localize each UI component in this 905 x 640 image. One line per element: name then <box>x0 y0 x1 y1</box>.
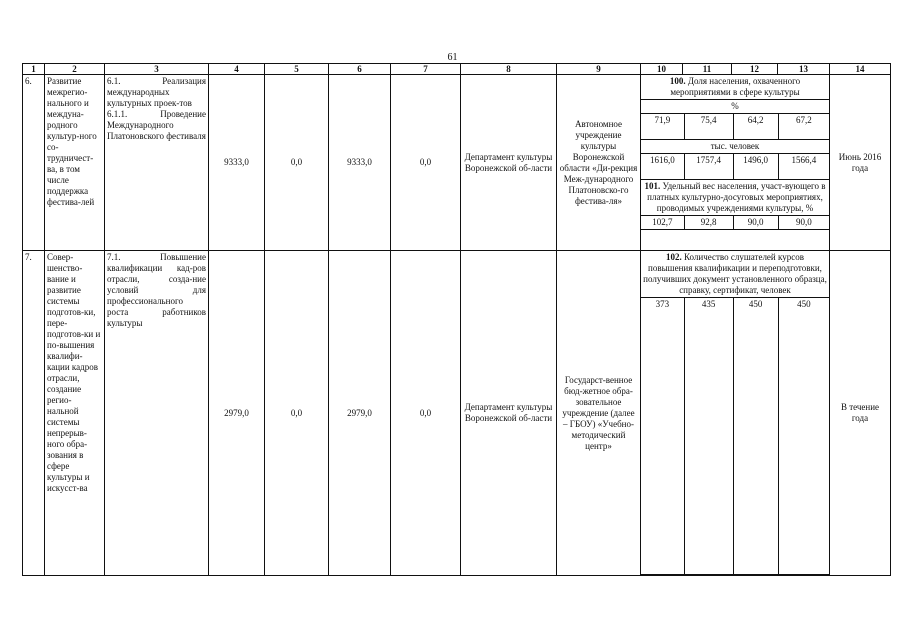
indicator-values-row <box>641 154 829 180</box>
value-cell: 9333,0 <box>329 75 391 251</box>
measure-cell <box>105 75 209 251</box>
header-row <box>23 64 891 75</box>
measure-line: 6.1. Реализация международных культурных проек-тов <box>107 76 206 108</box>
indicator-value: 1566,4 <box>778 154 829 180</box>
col-header: 6 <box>329 64 391 75</box>
term-cell: В течение года <box>830 251 891 576</box>
indicator-value: 64,2 <box>733 114 778 140</box>
col-header: 10 <box>641 64 683 75</box>
col-header: 8 <box>461 64 557 75</box>
indicator-value: 75,4 <box>684 114 733 140</box>
indicator-value: 90,0 <box>733 216 778 230</box>
indicator-title <box>641 251 829 298</box>
indicator-value: 102,7 <box>641 216 684 230</box>
indicators-table <box>641 75 829 230</box>
col-header: 12 <box>732 64 778 75</box>
col-header: 1 <box>23 64 45 75</box>
activities-table <box>22 63 891 576</box>
indicator-value: 373 <box>641 298 684 575</box>
row-number: 6. <box>23 75 45 251</box>
value-cell: 0,0 <box>391 251 461 576</box>
table-row <box>23 251 891 576</box>
value-cell: 2979,0 <box>329 251 391 576</box>
indicator-value: 450 <box>778 298 829 575</box>
value-cell: 0,0 <box>265 75 329 251</box>
indicator-value: 435 <box>684 298 733 575</box>
value-cell: 0,0 <box>391 75 461 251</box>
indicator-unit: % <box>641 100 829 114</box>
indicator-values-row <box>641 216 829 230</box>
col-header: 4 <box>209 64 265 75</box>
col-header: 3 <box>105 64 209 75</box>
indicator-value: 90,0 <box>778 216 829 230</box>
col-header: 9 <box>557 64 641 75</box>
executor-cell: Автономное учреждение культуры Воронежской области «Ди-рекция Меж-дународного Платоновско-го фестива-ля» <box>557 75 641 251</box>
col-header: 7 <box>391 64 461 75</box>
indicator-value: 1496,0 <box>733 154 778 180</box>
goal-cell: Совер-шенство-вание и развитие системы подготов-ки, пере-подготов-ки и по-вышения квалифи-кации кадров отрасли, создание регио-нальной системы непрерыв-ного обра-зования в сфере культуры и искусст-ва <box>45 251 105 576</box>
indicators-cell <box>641 251 830 576</box>
indicators-cell <box>641 75 830 251</box>
value-cell: 2979,0 <box>209 251 265 576</box>
department-cell: Департамент культуры Воронежской об-ласти <box>461 75 557 251</box>
indicator-value: 92,8 <box>684 216 733 230</box>
indicator-number: 100. <box>669 76 686 86</box>
col-header: 5 <box>265 64 329 75</box>
executor-cell: Государст-венное бюд-жетное обра-зовательное учреждение (далее – ГБОУ) «Учебно-методический центр» <box>557 251 641 576</box>
indicator-value: 1757,4 <box>684 154 733 180</box>
indicator-text: Доля населения, охваченного мероприятиями в сфере культуры <box>670 76 801 97</box>
indicator-value: 1616,0 <box>641 154 684 180</box>
indicator-values-row <box>641 114 829 140</box>
indicator-text: Количество слушателей курсов повышения квалификации и переподготовки, получивших документ установленного образца, справку, сертификат, человек <box>643 252 827 295</box>
indicator-text: Удельный вес населения, участ-вующего в платных культурно-досуговых мероприятиях, проводимых учреждениями культуры, % <box>647 181 826 213</box>
indicator-title <box>641 75 829 100</box>
col-header: 11 <box>683 64 732 75</box>
indicators-table <box>641 251 829 575</box>
indicator-value: 450 <box>733 298 778 575</box>
measure-cell <box>105 251 209 576</box>
indicator-title <box>641 180 829 216</box>
col-header: 14 <box>830 64 891 75</box>
value-cell: 0,0 <box>265 251 329 576</box>
indicator-title-row <box>641 180 829 216</box>
indicator-number: 101. <box>644 181 661 191</box>
measure-line: 6.1.1. Проведение Международного Платоновского фестиваля <box>107 109 206 141</box>
term-cell: Июнь 2016 года <box>830 75 891 251</box>
indicator-unit: тыс. человек <box>641 140 829 154</box>
page-number: 61 <box>447 52 458 63</box>
indicator-values-row <box>641 298 829 575</box>
indicator-value: 67,2 <box>778 114 829 140</box>
table-row <box>23 75 891 251</box>
department-cell: Департамент культуры Воронежской об-ласти <box>461 251 557 576</box>
indicator-title-row <box>641 75 829 100</box>
indicator-number: 102. <box>665 252 682 262</box>
measure-line: 7.1. Повышение квалификации кад-ров отрасли, созда-ние условий для профессионального роста работников культуры <box>107 252 206 328</box>
value-cell: 9333,0 <box>209 75 265 251</box>
col-header: 2 <box>45 64 105 75</box>
goal-cell: Развитие межрегио-нального и междуна-родного культур-ного со-трудничест-ва, в том числе поддержка фестива-лей <box>45 75 105 251</box>
indicator-title-row <box>641 251 829 298</box>
col-header: 13 <box>778 64 830 75</box>
indicator-unit-row <box>641 140 829 154</box>
indicator-value: 71,9 <box>641 114 684 140</box>
row-number: 7. <box>23 251 45 576</box>
indicator-unit-row <box>641 100 829 114</box>
